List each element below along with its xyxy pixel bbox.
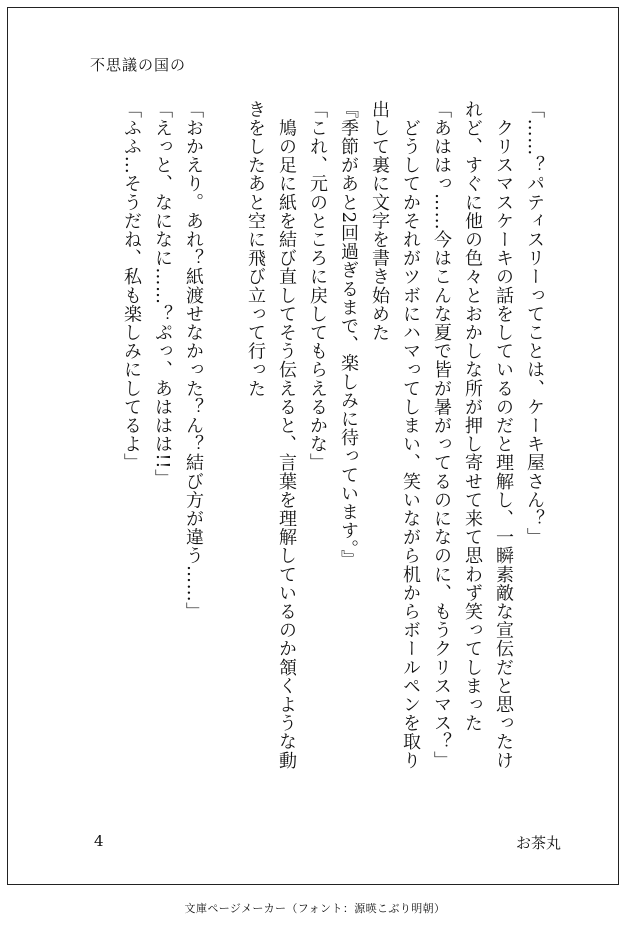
text-line: 「ふふ…そうだね、私も楽しみにしてるよ」 (121, 100, 142, 472)
text-line: 「あははっ……今はこんな夏で皆が暑がってるのになのに、もうクリスマス？」 (431, 100, 452, 770)
text-line: クリスマスケーキの話をしているのだと理解し、一瞬素敵な宣伝だと思ったけ (493, 100, 514, 770)
text-line: れど、すぐに他の色々とおかしな所が押し寄せて来て思わず笑ってしまった (462, 100, 483, 733)
text-line: 「えっと、なになに……？ぷっ、あははは!!」 (152, 100, 173, 488)
text-line: 「おかえり。あれ？紙渡せなかった？ん？結び方が違う……」 (183, 100, 204, 621)
text-line: 鳩の足に紙を結び直してそう伝えると、言葉を理解しているのか頷くような動 (276, 100, 297, 770)
vertical-body-text (116, 100, 550, 808)
text-line: 出して裏に文字を書き始めた (369, 100, 390, 342)
page-header-title: 不思議の国の (90, 56, 187, 74)
text-line: 『季節があと2回過ぎるまで、楽しみに待っています。』 (338, 100, 359, 569)
text-line: 「これ、元のところに戻してもらえるかな」 (307, 100, 328, 472)
generator-credit: 文庫ページメーカー（フォント：源暎こぶり明朝） (184, 902, 446, 915)
text-line: 「……？パティスリーってことは、ケーキ屋さん？」 (524, 100, 545, 547)
text-line: きをしたあと空に飛び立って行った (245, 100, 266, 398)
text-line: どうしてかそれがツボにハマってしまい、笑いながら机からボールペンを取り (400, 100, 421, 770)
book-page (7, 7, 619, 885)
blank-line (209, 100, 240, 808)
author-name: お茶丸 (516, 834, 562, 852)
page-number: 4 (94, 832, 104, 850)
